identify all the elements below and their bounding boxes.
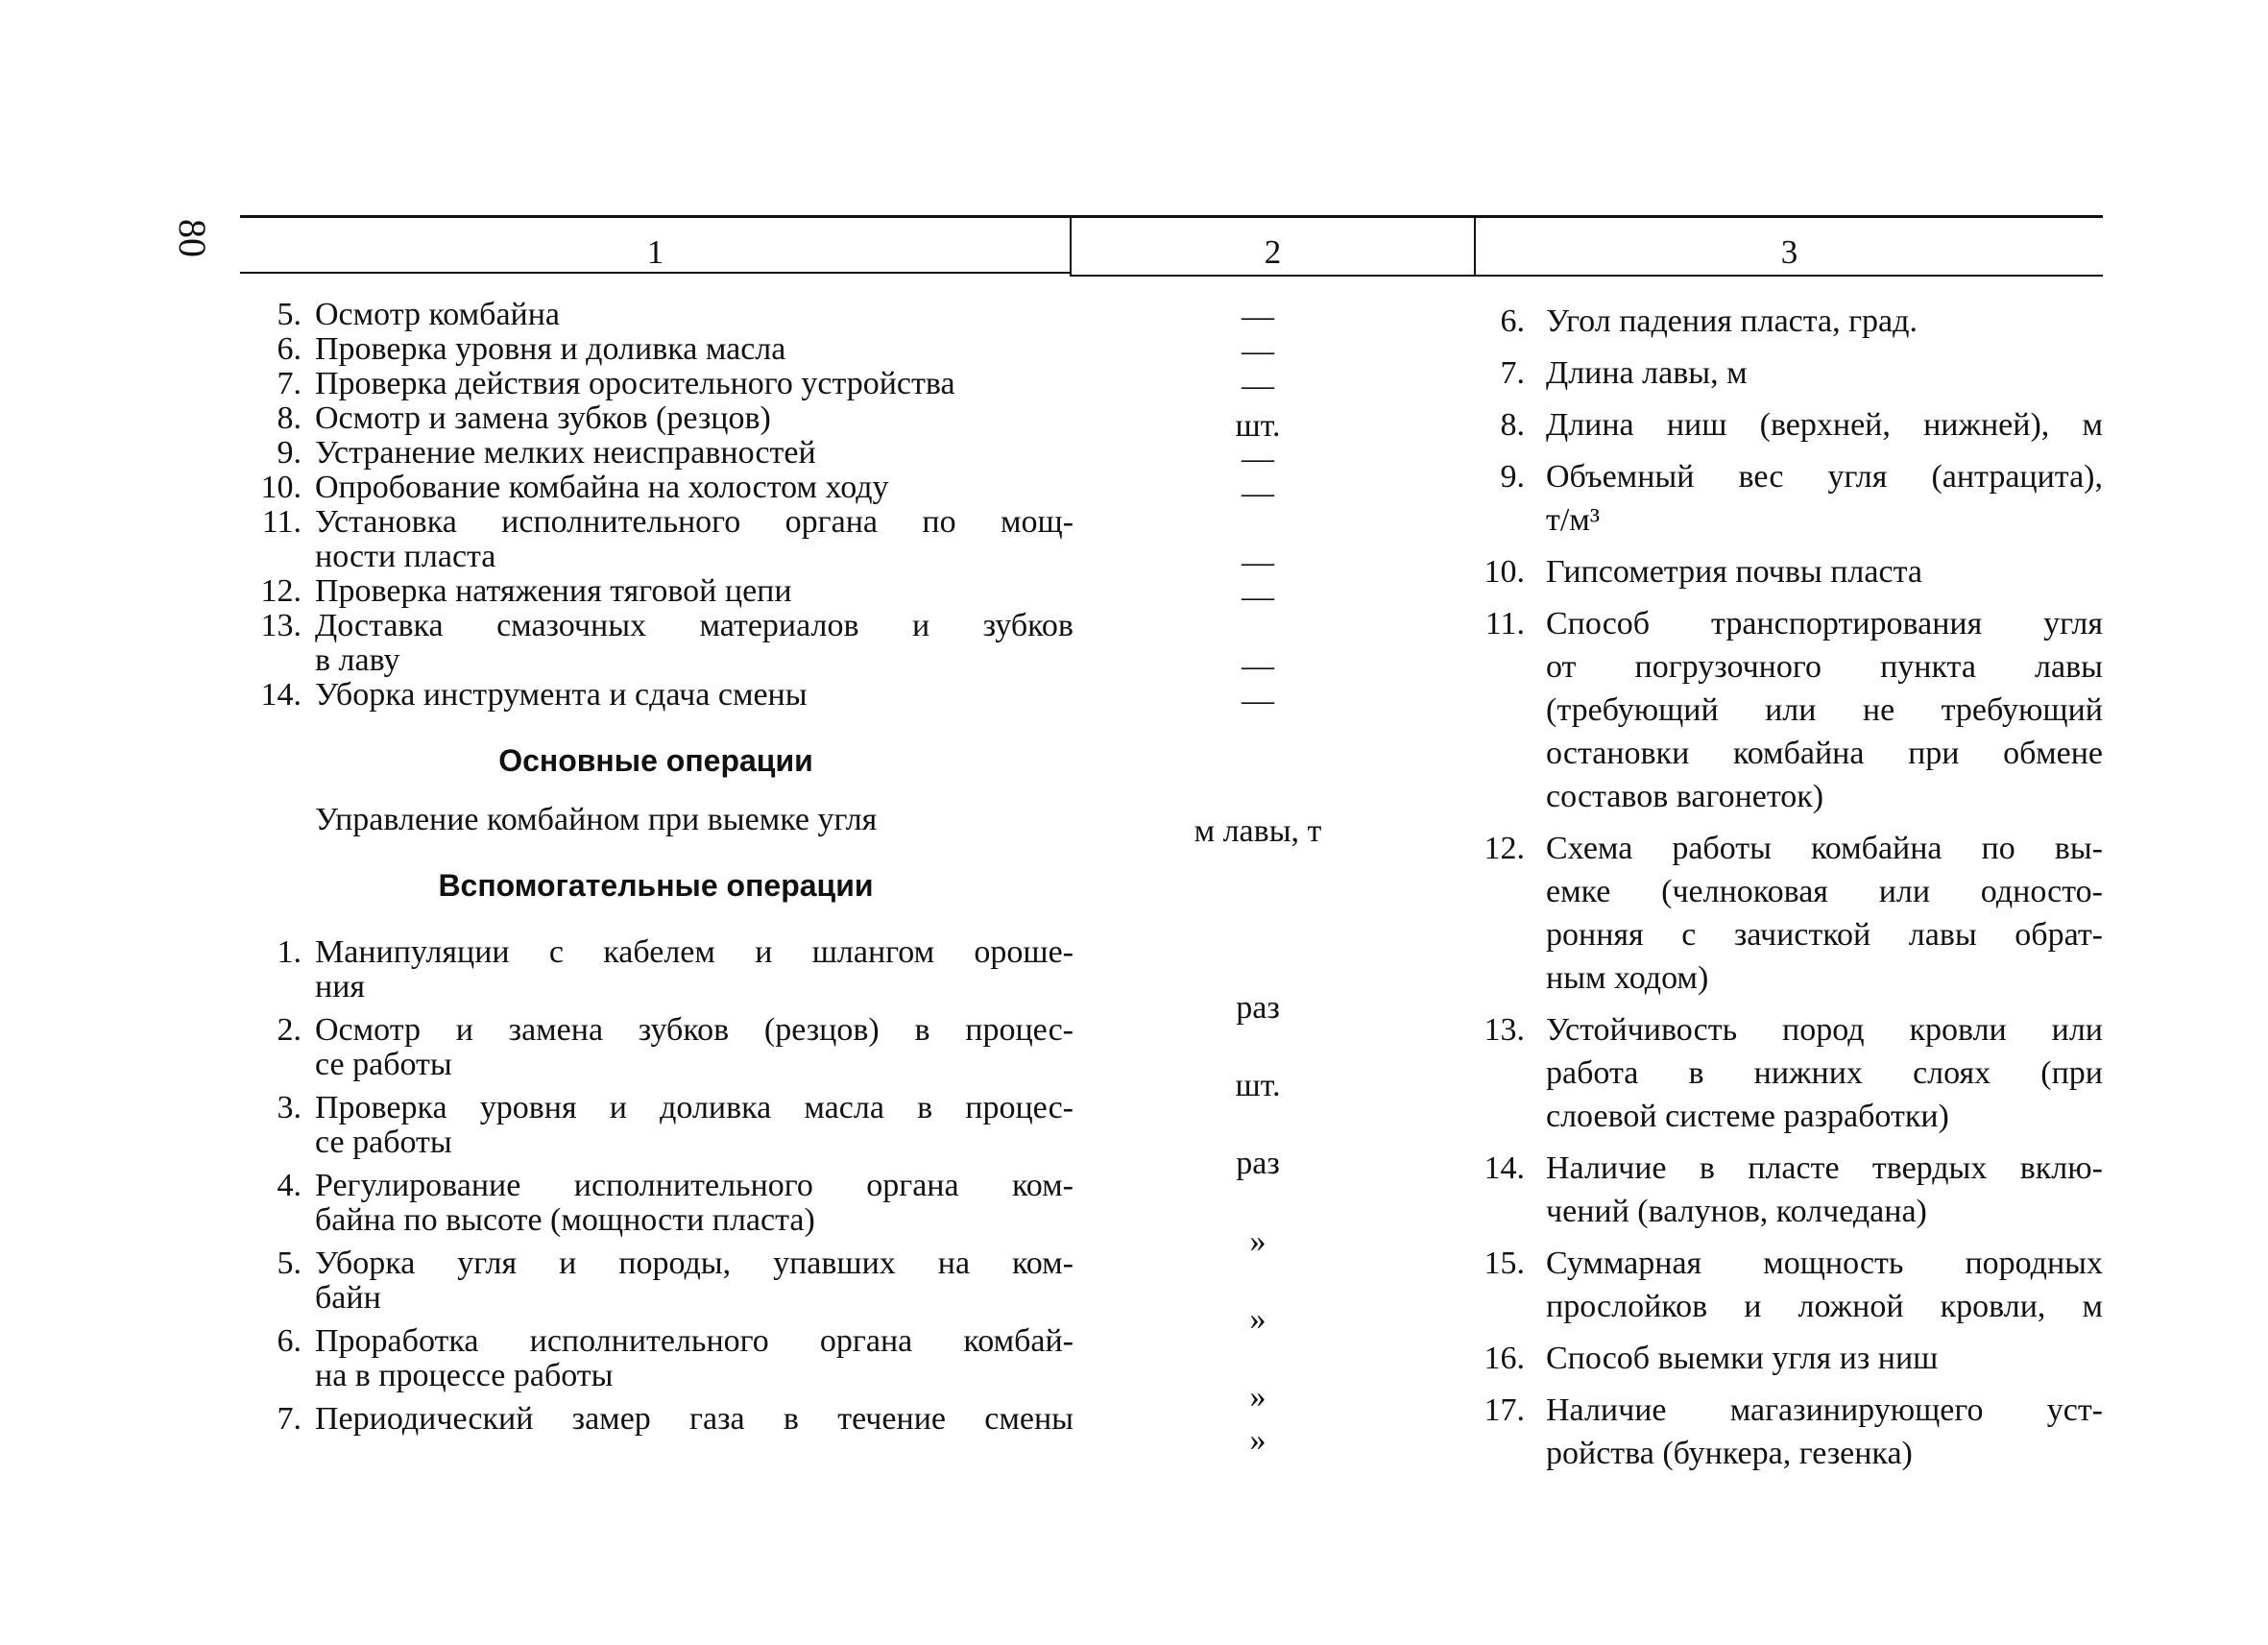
item-text [315, 609, 1074, 678]
list-item [238, 574, 1074, 609]
item-number: 3. [277, 1090, 302, 1125]
item-line: Доставка смазочных материалов и зубков [315, 608, 1074, 643]
item-line: Осмотр и замена зубков (резцов) в процес- [315, 1012, 1074, 1048]
item-text: Проверка действия оросительного устройства [315, 366, 955, 401]
item-text [1546, 403, 2103, 447]
item-line: Регулирование исполнительного органа ком- [315, 1168, 1074, 1203]
item-line: работа в нижних слоях (при [1546, 1055, 2103, 1091]
unit-cell: раз [1236, 1146, 1280, 1181]
item-text [1546, 1008, 2103, 1138]
list-item [238, 332, 1074, 367]
item-text: Периодический замер газа в течение смены [315, 1401, 1074, 1437]
item-number: 9. [1500, 459, 1525, 495]
item-text [1546, 351, 2103, 395]
list-item [1469, 602, 2103, 818]
item-number: 8. [1500, 407, 1525, 443]
unit-cell: — [1242, 475, 1274, 511]
unit-cell: — [1242, 683, 1274, 718]
list-item [238, 935, 1074, 1004]
item-line: Суммарная мощность породных [1546, 1246, 2103, 1281]
item-text: Уборка инструмента и сдача смены [315, 677, 808, 713]
list-item [238, 678, 1074, 713]
unit-cell: — [1242, 299, 1274, 334]
item-line: составов вагонеток) [1546, 779, 1824, 814]
item-line: Наличие в пласте твердых вклю- [1546, 1150, 2103, 1186]
list-item [1469, 1389, 2103, 1475]
section-heading-main: Основные операции [498, 743, 813, 778]
item-line: остановки комбайна при обмене [1546, 736, 2103, 771]
item-text: Проверка натяжения тяговой цепи [315, 573, 792, 609]
aux-items [238, 935, 1074, 1437]
header-col-1: 1 [646, 233, 664, 271]
list-item [238, 505, 1074, 574]
item-number: 13. [260, 608, 302, 643]
list-item [1469, 827, 2103, 1000]
item-line: Проработка исполнительного органа комбай- [315, 1323, 1074, 1359]
list-item [238, 401, 1074, 436]
list-item [1469, 455, 2103, 542]
item-number: 6. [277, 331, 302, 367]
item-line: байн [315, 1280, 381, 1316]
list-item [238, 436, 1074, 471]
main-operation: Управление комбайном при выемке угля [315, 802, 878, 837]
item-text [315, 1324, 1074, 1393]
item-number: 10. [1484, 554, 1525, 590]
item-text: Проверка уровня и доливка масла [315, 331, 786, 367]
item-number: 11. [1484, 606, 1525, 641]
unit-cell: шт. [1235, 1068, 1281, 1103]
item-number: 17. [1484, 1392, 1525, 1428]
item-line: се работы [315, 1047, 452, 1082]
list-item [238, 609, 1074, 678]
list-item [238, 298, 1074, 332]
item-line: прослойков и ложной кровли, м [1546, 1289, 2103, 1324]
unit-cell: » [1249, 1422, 1267, 1458]
item-number: 5. [277, 1246, 302, 1281]
item-text: Опробование комбайна на холостом ходу [315, 470, 889, 505]
item-line: Манипуляции с кабелем и шлангом ороше- [315, 934, 1074, 970]
item-number: 4. [277, 1168, 302, 1203]
item-line: Гипсометрия почвы пласта [1546, 554, 1922, 590]
header-col-3: 3 [1780, 233, 1798, 271]
item-text [315, 1013, 1074, 1082]
item-text [1546, 300, 2103, 343]
item-line: Объемный вес угля (антрацита), [1546, 459, 2103, 495]
item-number: 10. [260, 470, 302, 505]
list-item [238, 367, 1074, 401]
item-line: слоевой системе разработки) [1546, 1099, 1949, 1134]
item-line: Способ выемки угля из ниш [1546, 1341, 1939, 1376]
unit-cell: — [1242, 579, 1274, 615]
item-line: в лаву [315, 642, 400, 678]
list-item [1469, 1242, 2103, 1328]
item-number: 14. [260, 677, 302, 713]
list-item [1469, 403, 2103, 447]
item-line: ройства (бункера, гезенка) [1546, 1436, 1913, 1471]
main-unit-cell: м лавы, т [1194, 813, 1322, 849]
list-item [238, 1324, 1074, 1393]
column-1 [238, 298, 1074, 1437]
item-text: Осмотр и замена зубков (резцов) [315, 400, 771, 436]
item-text: Устранение мелких неисправностей [315, 435, 816, 471]
unit-cell: — [1242, 441, 1274, 476]
page-number: 80 [171, 219, 214, 257]
header-rule-col23 [1071, 275, 2103, 277]
item-number: 5. [277, 297, 302, 332]
unit-cell: » [1249, 1379, 1267, 1415]
unit-cell: шт. [1235, 408, 1281, 444]
item-number: 7. [277, 1401, 302, 1437]
item-text [1546, 1389, 2103, 1475]
item-line: Устойчивость пород кровли или [1546, 1012, 2103, 1048]
item-number: 6. [277, 1323, 302, 1359]
item-line: се работы [315, 1125, 452, 1160]
item-line: емке (челноковая или односто- [1546, 874, 2103, 909]
item-number: 12. [260, 573, 302, 609]
item-number: 15. [1484, 1246, 1525, 1281]
item-text [1546, 550, 2103, 593]
item-line: ния [315, 969, 366, 1004]
item-line: (требующий или не требующий [1546, 692, 2103, 728]
item-line: Угол падения пласта, град. [1546, 303, 1918, 339]
item-text [1546, 1337, 2103, 1380]
top-rule [240, 215, 2103, 218]
item-line: байна по высоте (мощности пласта) [315, 1202, 815, 1238]
item-number: 11. [261, 504, 302, 540]
header-col-2: 2 [1264, 233, 1282, 271]
header-rule-col1 [240, 272, 1071, 274]
item-number: 6. [1500, 303, 1525, 339]
item-number: 12. [1484, 831, 1525, 866]
item-text [1546, 602, 2103, 818]
item-line: ности пласта [315, 539, 496, 574]
item-number: 1. [277, 934, 302, 970]
list-item [1469, 351, 2103, 395]
item-number: 9. [277, 435, 302, 471]
item-text [1546, 1242, 2103, 1328]
item-text: Осмотр комбайна [315, 297, 561, 332]
item-text [1546, 1147, 2103, 1233]
list-item [1469, 1337, 2103, 1380]
item-number: 16. [1484, 1341, 1525, 1376]
item-text [315, 505, 1074, 574]
pre-items [238, 298, 1074, 713]
item-line: Наличие магазинирующего уст- [1546, 1392, 2103, 1428]
item-line: Установка исполнительного органа по мощ- [315, 504, 1074, 540]
item-number: 14. [1484, 1150, 1525, 1186]
item-line: Уборка угля и породы, упавших на ком- [315, 1246, 1074, 1281]
item-text [1546, 827, 2103, 1000]
item-number: 7. [277, 366, 302, 401]
item-number: 8. [277, 400, 302, 436]
unit-cell: » [1249, 1301, 1267, 1337]
section-heading-aux: Вспомогательные операции [438, 868, 874, 903]
list-item [238, 471, 1074, 505]
item-text [315, 1169, 1074, 1238]
list-item [238, 1246, 1074, 1316]
list-item [1469, 1147, 2103, 1233]
list-item [238, 1091, 1074, 1160]
item-text [1546, 455, 2103, 542]
item-line: Способ транспортирования угля [1546, 606, 2103, 641]
item-number: 2. [277, 1012, 302, 1048]
item-text [315, 1246, 1074, 1316]
list-item [1469, 300, 2103, 343]
item-number: 7. [1500, 355, 1525, 391]
item-line: Длина ниш (верхней, нижней), м [1546, 407, 2103, 443]
unit-cell: раз [1236, 990, 1280, 1026]
item-line: т/м³ [1546, 502, 1601, 538]
item-line: Проверка уровня и доливка масла в процес- [315, 1090, 1074, 1125]
list-item [238, 1169, 1074, 1238]
list-item [1469, 1008, 2103, 1138]
unit-cell: — [1242, 648, 1274, 684]
unit-cell: » [1249, 1223, 1267, 1259]
unit-cell: — [1242, 544, 1274, 580]
unit-cell: — [1242, 368, 1274, 403]
item-number: 13. [1484, 1012, 1525, 1048]
item-line: ронняя с зачисткой лавы обрат- [1546, 917, 2103, 953]
list-item [238, 1402, 1074, 1437]
list-item [238, 1013, 1074, 1082]
column-3 [1469, 300, 2103, 1484]
item-line: Схема работы комбайна по вы- [1546, 831, 2103, 866]
item-text [315, 935, 1074, 1004]
unit-cell: — [1242, 333, 1274, 369]
item-line: ным ходом) [1546, 960, 1709, 996]
item-line: чений (валунов, колчедана) [1546, 1194, 1927, 1229]
list-item [1469, 550, 2103, 593]
item-text [315, 1091, 1074, 1160]
item-line: Длина лавы, м [1546, 355, 1748, 391]
item-line: от погрузочного пункта лавы [1546, 649, 2103, 685]
item-line: на в процессе работы [315, 1358, 614, 1393]
